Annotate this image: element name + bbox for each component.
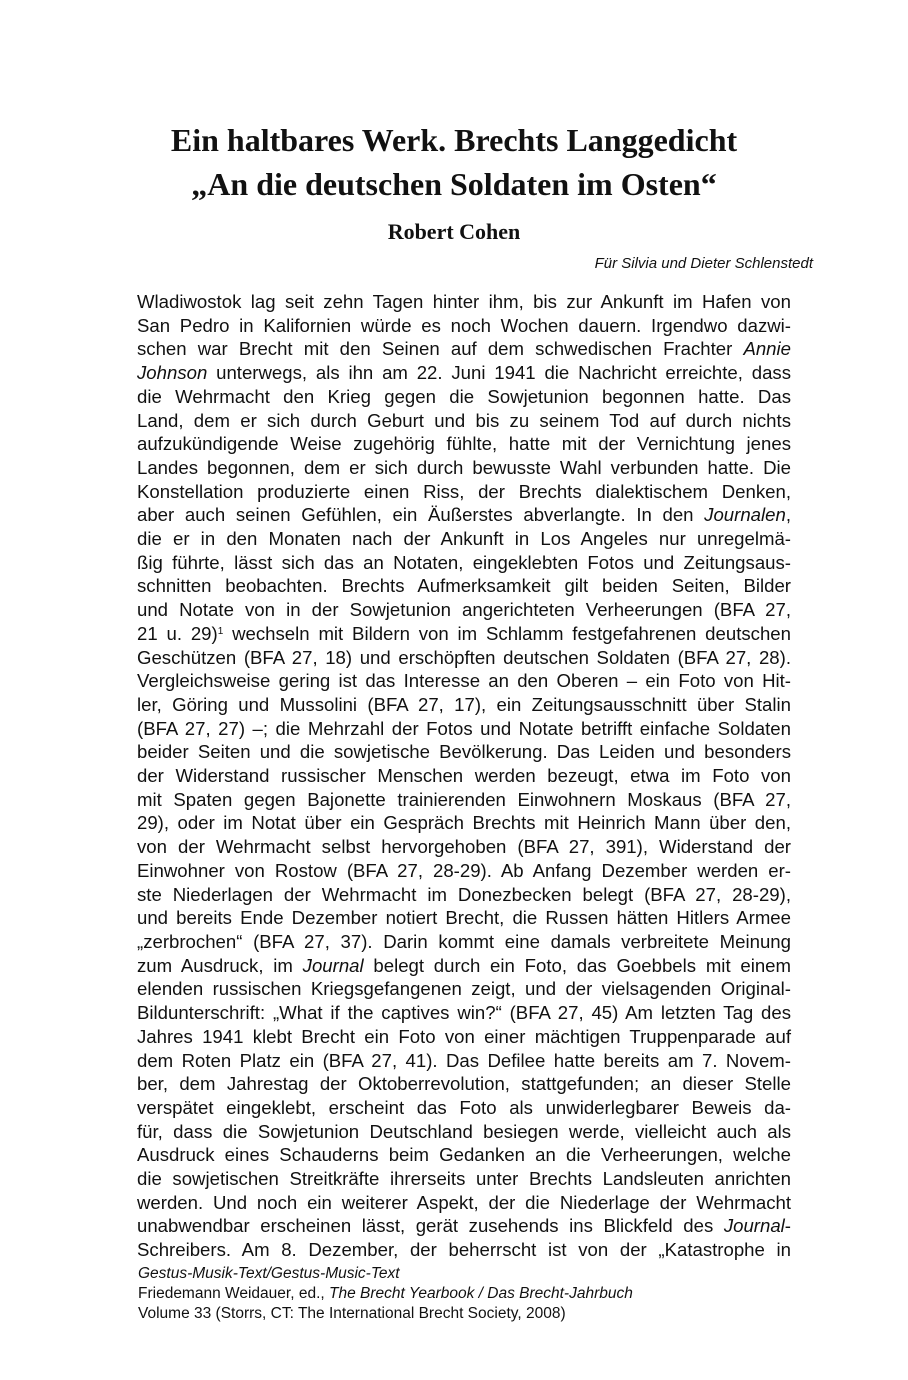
body-line bbox=[137, 337, 791, 361]
article-title bbox=[110, 118, 798, 206]
body-line bbox=[137, 1214, 791, 1238]
body-text-run: aufzukündigende Weise zugehörig fühlte, hatte mit der Vernichtung jenes bbox=[137, 433, 791, 455]
body-text-run: Landes begonnen, dem er sich durch bewusste Wahl verbunden hatte. Die bbox=[137, 456, 791, 478]
body-text-run: - bbox=[784, 1215, 791, 1237]
italic-title: Journalen bbox=[704, 504, 786, 526]
body-line bbox=[137, 598, 791, 622]
italic-title: Journal bbox=[723, 1215, 785, 1237]
body-line bbox=[137, 1049, 791, 1073]
body-text-run: ste Niederlagen der Wehrmacht im Donezbecken belegt (BFA 27, 28-29), bbox=[137, 883, 791, 905]
title-line-2: „An die deutschen Soldaten im Osten“ bbox=[191, 166, 717, 202]
body-line bbox=[137, 669, 791, 693]
body-line bbox=[137, 1001, 791, 1025]
body-line bbox=[137, 1238, 791, 1262]
body-text-run: wechseln mit Bildern von im Schlamm festgefahrenen deutschen bbox=[223, 622, 791, 644]
body-line bbox=[137, 622, 791, 646]
body-line bbox=[137, 764, 791, 788]
author-name: Robert Cohen bbox=[387, 219, 521, 244]
body-line bbox=[137, 290, 791, 314]
body-text-run: (BFA 27, 27) –; die Mehrzahl der Fotos und Notate betrifft einfache Soldaten bbox=[137, 717, 791, 739]
body-text-run: San Pedro in Kalifornien würde es noch Wochen dauern. Irgendwo dazwi- bbox=[137, 314, 791, 336]
body-text-run: , bbox=[785, 504, 791, 526]
body-line bbox=[137, 906, 791, 930]
body-text bbox=[137, 290, 791, 1262]
body-line bbox=[137, 314, 791, 338]
italic-title: Journal bbox=[302, 954, 364, 976]
body-text-run: dem Roten Platz ein (BFA 27, 41). Das Defilee hatte bereits am 7. Novem- bbox=[137, 1049, 791, 1071]
body-text-run: 29), oder im Notat über ein Gespräch Brechts mit Heinrich Mann über den, bbox=[137, 812, 791, 834]
body-text-run: Wladiwostok lag seit zehn Tagen hinter ihm, bis zur Ankunft im Hafen von bbox=[137, 291, 791, 312]
body-text-run: 21 u. 29) bbox=[137, 622, 218, 644]
body-text-run: mit Spaten gegen Bajonette trainierenden Einwohnern Moskaus (BFA 27, bbox=[137, 788, 791, 810]
body-text-run: unterwegs, als ihn am 22. Juni 1941 die Nachricht erreichte, dass bbox=[207, 362, 791, 384]
body-text-run: die er in den Monaten nach der Ankunft in Los Angeles nur unregelmä- bbox=[137, 528, 791, 550]
body-text-run: Land, dem er sich durch Geburt und bis zu seinem Tod auf durch nichts bbox=[137, 409, 791, 431]
body-line bbox=[137, 551, 791, 575]
footer-yearbook-title: The Brecht Yearbook / Das Brecht-Jahrbuch bbox=[329, 1285, 633, 1302]
body-line bbox=[137, 1120, 791, 1144]
body-text-run: die Wehrmacht den Krieg gegen die Sowjetunion begonnen hatte. Das bbox=[137, 385, 791, 407]
dedication: Für Silvia und Dieter Schlenstedt bbox=[594, 255, 813, 272]
body-line bbox=[137, 432, 791, 456]
body-text-run: schen war Brecht mit den Seinen auf dem schwedischen Frachter bbox=[137, 338, 744, 360]
body-text-run: der Widerstand russischer Menschen werden bezeugt, etwa im Foto von bbox=[137, 765, 791, 787]
body-line bbox=[137, 835, 791, 859]
body-text-run: für, dass die Sowjetunion Deutschland besiegen werde, vielleicht auch als bbox=[137, 1120, 791, 1142]
body-line bbox=[137, 456, 791, 480]
footer-series bbox=[138, 1264, 633, 1284]
body-line bbox=[137, 1167, 791, 1191]
body-line bbox=[137, 1191, 791, 1215]
body-text-run: „zerbrochen“ (BFA 27, 37). Darin kommt eine damals verbreitete Meinung bbox=[137, 930, 791, 952]
footer-series-text: Gestus-Musik-Text/Gestus-Music-Text bbox=[138, 1265, 400, 1282]
body-text-run: Einwohner von Rostow (BFA 27, 28-29). Ab Anfang Dezember werden er- bbox=[137, 859, 791, 881]
body-line bbox=[137, 409, 791, 433]
body-line bbox=[137, 1096, 791, 1120]
body-text-run: aber auch seinen Gefühlen, ein Äußerstes abverlangte. In den bbox=[137, 504, 705, 526]
body-line bbox=[137, 1025, 791, 1049]
footer-editor bbox=[138, 1284, 633, 1304]
body-line bbox=[137, 1072, 791, 1096]
body-text-run: Geschützen (BFA 27, 18) und erschöpften deutschen Soldaten (BFA 27, 28). bbox=[137, 646, 791, 668]
body-line bbox=[137, 977, 791, 1001]
body-text-run: verspätet eingeklebt, erscheint das Foto als unwiderlegbarer Beweis da- bbox=[137, 1096, 791, 1118]
body-text-run: beider Seiten und die sowjetische Bevölkerung. Das Leiden und besonders bbox=[137, 741, 791, 763]
body-line bbox=[137, 574, 791, 598]
body-line bbox=[137, 480, 791, 504]
body-line bbox=[137, 740, 791, 764]
body-line bbox=[137, 361, 791, 385]
body-line bbox=[137, 385, 791, 409]
body-line bbox=[137, 503, 791, 527]
footer-volume: Volume 33 (Storrs, CT: The International Brecht Society, 2008) bbox=[138, 1305, 566, 1322]
body-line bbox=[137, 646, 791, 670]
body-text-run: elenden russischen Kriegsgefangenen zeigt, und der vielsagenden Original- bbox=[137, 978, 791, 1000]
italic-title: Annie bbox=[743, 338, 791, 360]
italic-title: Johnson bbox=[137, 362, 208, 384]
body-line bbox=[137, 788, 791, 812]
body-text-run: belegt durch ein Foto, das Goebbels mit einem bbox=[363, 954, 791, 976]
publication-footer bbox=[138, 1264, 633, 1324]
body-text-run: Bildunterschrift: „What if the captives win?“ (BFA 27, 45) Am letzten Tag des bbox=[137, 1002, 791, 1024]
title-line-1: Ein haltbares Werk. Brechts Langgedicht bbox=[170, 122, 738, 158]
body-text-run: von der Wehrmacht selbst hervorgehoben (BFA 27, 391), Widerstand der bbox=[137, 836, 791, 858]
body-line bbox=[137, 954, 791, 978]
footer-editor-prefix: Friedemann Weidauer, ed., bbox=[138, 1285, 329, 1302]
body-text-run: und Notate von in der Sowjetunion angerichteten Verheerungen (BFA 27, bbox=[137, 599, 791, 621]
body-line bbox=[137, 693, 791, 717]
body-line bbox=[137, 930, 791, 954]
body-line bbox=[137, 883, 791, 907]
body-text-run: die sowjetischen Streitkräfte ihrerseits unter Brechts Landsleuten anrichten bbox=[137, 1168, 791, 1190]
body-line bbox=[137, 527, 791, 551]
body-text-run: Ausdruck eines Schauderns beim Gedanken an die Verheerungen, welche bbox=[137, 1144, 791, 1166]
body-text-run: ber, dem Jahrestag der Oktoberrevolution, stattgefunden; an dieser Stelle bbox=[137, 1073, 791, 1095]
body-text-run: unabwendbar erscheinen lässt, gerät zusehends ins Blickfeld des bbox=[137, 1215, 724, 1237]
body-text-run: Jahres 1941 klebt Brecht ein Foto von einer mächtigen Truppenparade auf bbox=[137, 1025, 791, 1047]
body-text-run: zum Ausdruck, im bbox=[137, 954, 303, 976]
body-line bbox=[137, 859, 791, 883]
body-text-run: werden. Und noch ein weiterer Aspekt, der die Niederlage der Wehrmacht bbox=[137, 1191, 791, 1213]
body-line bbox=[137, 717, 791, 741]
body-text-run: ßig führte, lässt sich das an Notaten, eingeklebten Fotos und Zeitungsaus- bbox=[137, 551, 791, 573]
body-text-run: und bereits Ende Dezember notiert Brecht, die Russen hätten Hitlers Armee bbox=[137, 907, 791, 929]
body-line bbox=[137, 1143, 791, 1167]
footnote-marker: 1 bbox=[217, 625, 224, 637]
body-text-run: Schreibers. Am 8. Dezember, der beherrscht ist von der „Katastrophe in bbox=[137, 1239, 791, 1261]
body-text-run: ler, Göring und Mussolini (BFA 27, 17), ein Zeitungsausschnitt über Stalin bbox=[137, 693, 791, 715]
body-text-run: Konstellation produzierte einen Riss, der Brechts dialektischem Denken, bbox=[137, 480, 791, 502]
body-text-run: Vergleichsweise gering ist das Interesse an den Oberen – ein Foto von Hit- bbox=[137, 670, 791, 692]
body-line bbox=[137, 811, 791, 835]
body-text-run: schnitten beobachten. Brechts Aufmerksamkeit gilt beiden Seiten, Bilder bbox=[137, 575, 791, 597]
